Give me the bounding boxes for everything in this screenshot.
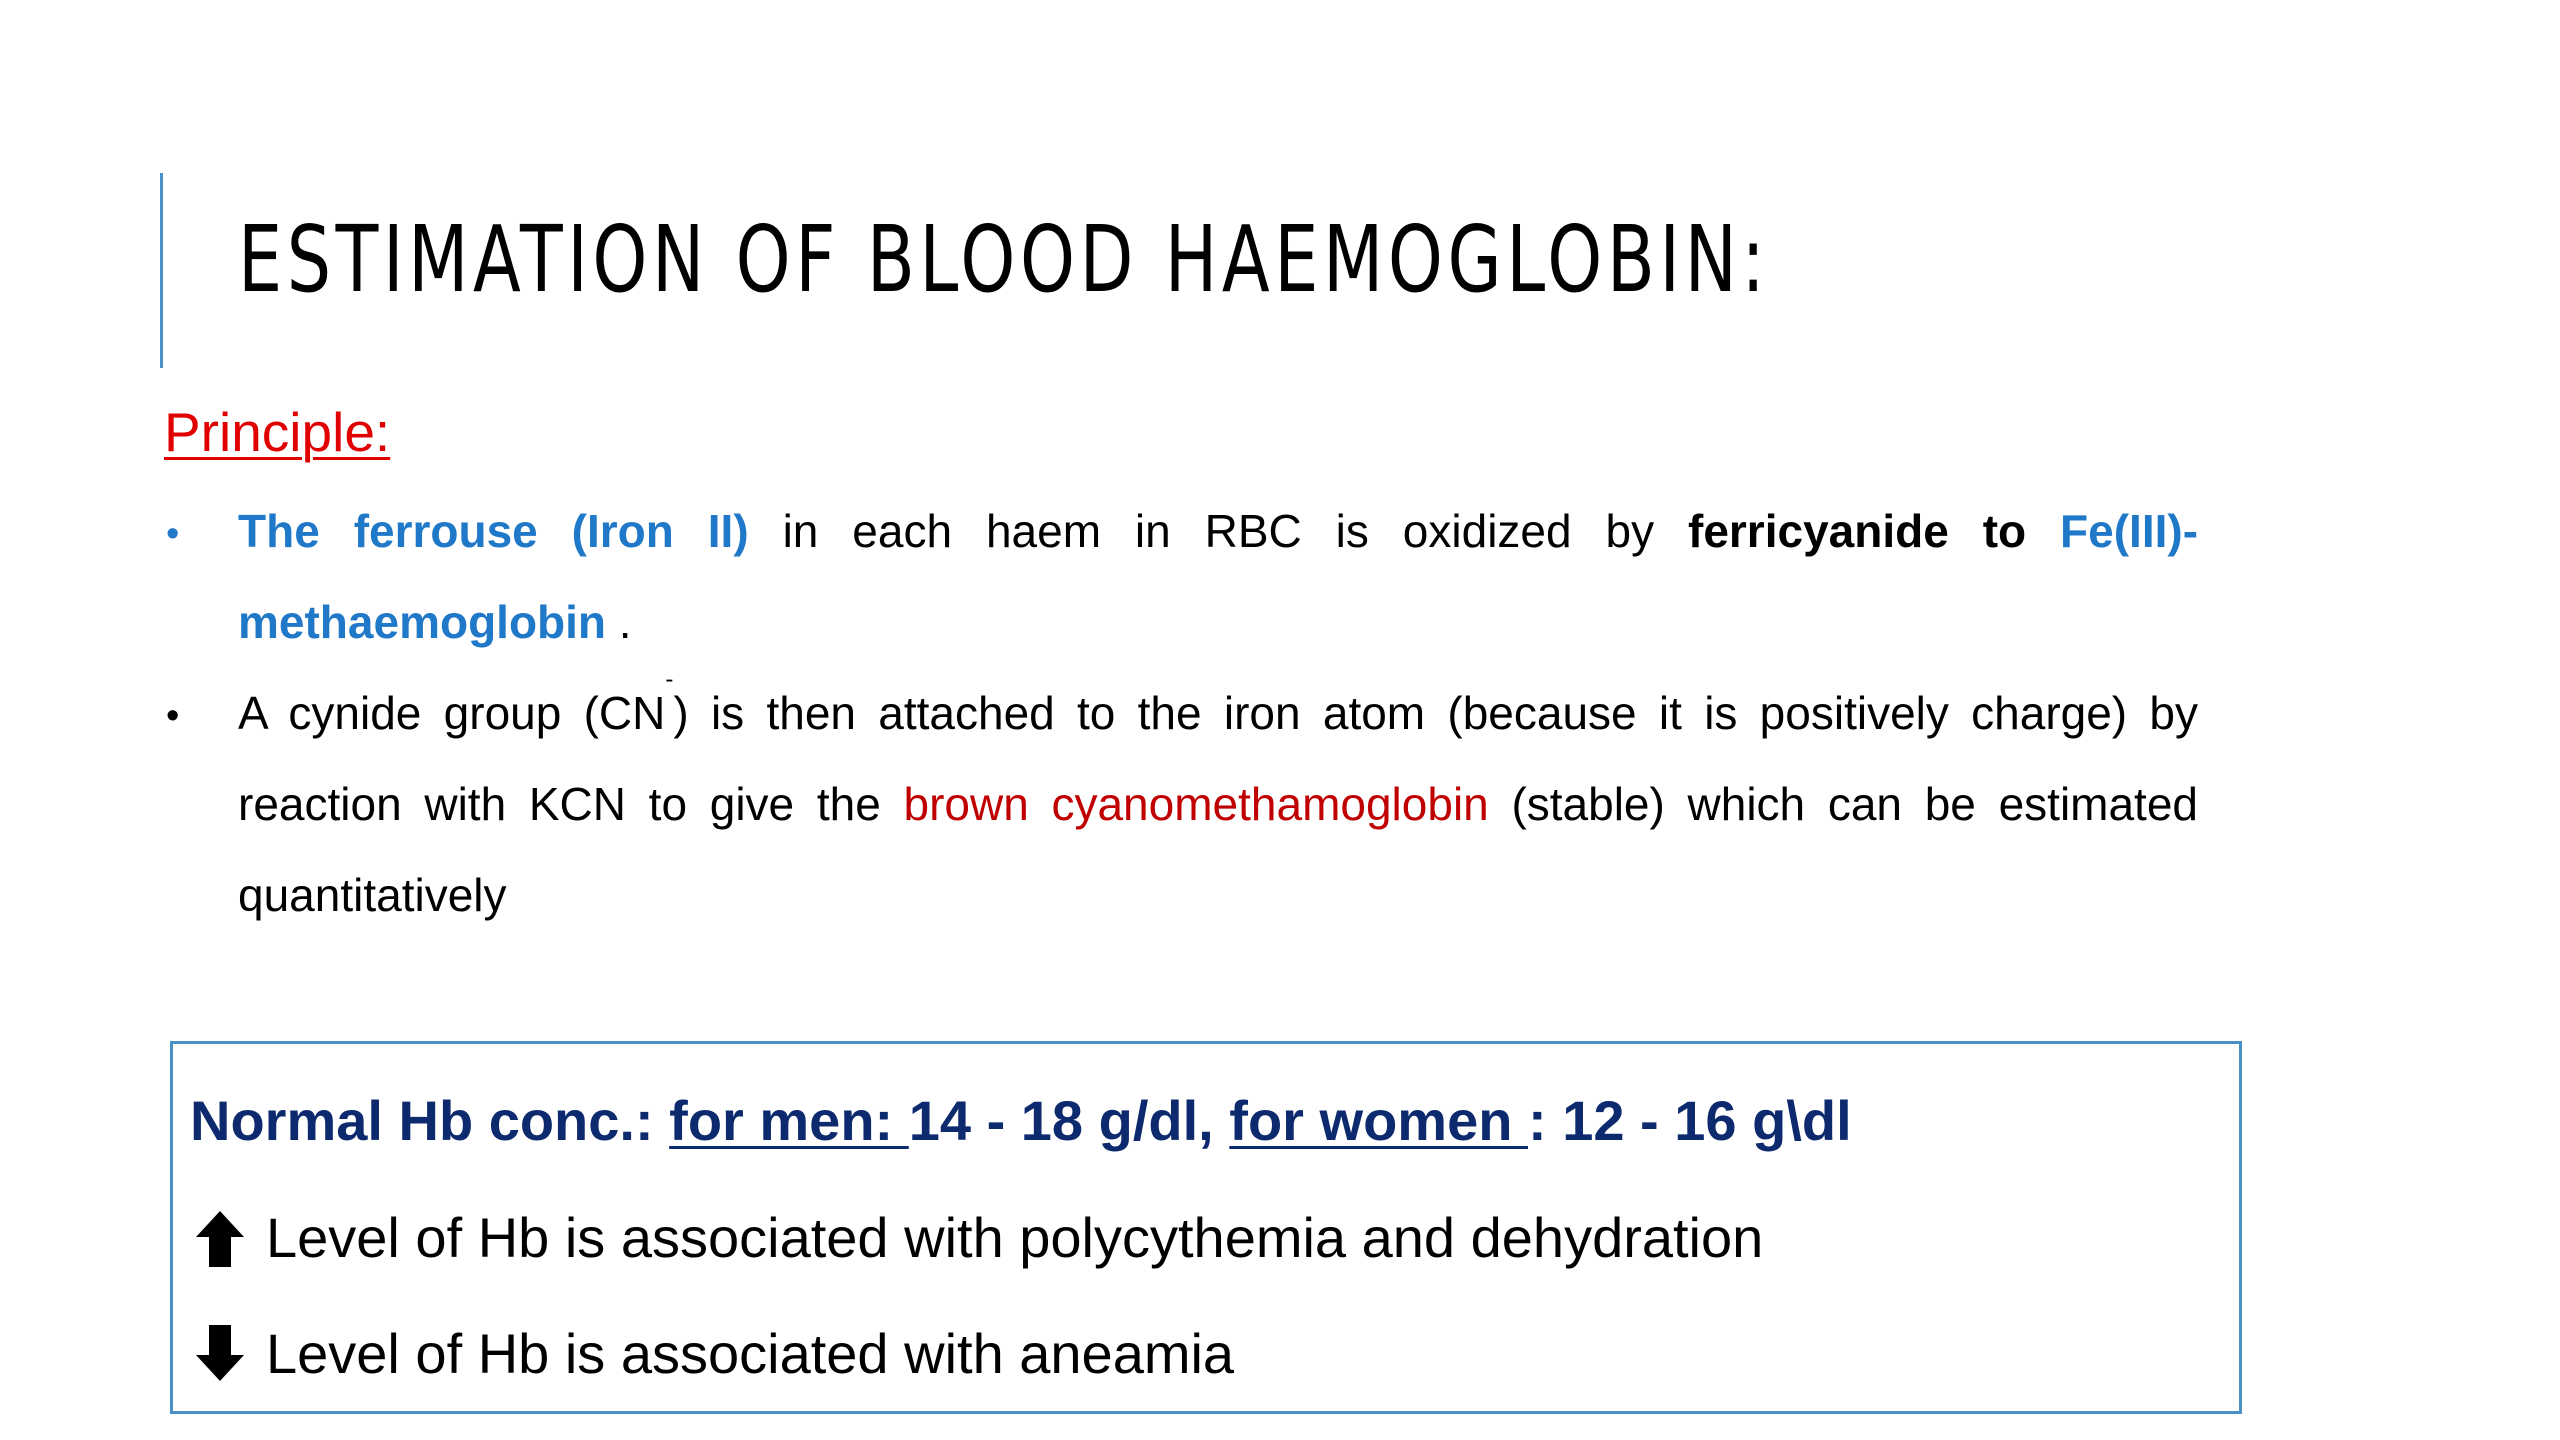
- oxidation-text: in each haem in RBC is oxidized by: [748, 505, 1688, 557]
- cyanomethamoglobin-term: brown cyanomethamoglobin: [903, 778, 1489, 830]
- women-label: for women: [1229, 1089, 1528, 1152]
- principle-heading: Principle:: [164, 401, 391, 463]
- low-level-text: Level of Hb is associated with aneamia: [266, 1322, 1235, 1385]
- slide-title: ESTIMATION OF BLOOD HAEMOGLOBIN:: [238, 206, 1770, 313]
- men-label: for men:: [669, 1089, 909, 1152]
- high-level-text: Level of Hb is associated with polycythemia and dehydration: [266, 1206, 1764, 1269]
- stable-text: (stable) which can be estimated quantitatively: [238, 778, 2199, 921]
- spacer-text: [2026, 505, 2060, 557]
- cyanide-text: A cynide group (CN: [238, 687, 666, 739]
- bullet-paragraph-cyanide: [238, 668, 2198, 941]
- bullet-marker: •: [166, 513, 180, 555]
- men-value: 14 - 18 g/dl,: [908, 1089, 1230, 1152]
- normal-label: Normal Hb conc.:: [190, 1089, 670, 1152]
- arrow-up-icon: [190, 1207, 250, 1269]
- reaction-text: ) is then attached to the iron atom (because it is positively charge) by reaction with KCN to give the: [238, 687, 2198, 830]
- ferricyanide-term: ferricyanide to: [1688, 505, 2027, 557]
- period-text: .: [606, 596, 632, 648]
- women-value: : 12 - 16 g\dl: [1527, 1089, 1852, 1152]
- bullet-paragraph-oxidation: [238, 486, 2198, 668]
- charge-superscript: -: [665, 666, 674, 693]
- ferrous-term: The ferrouse (Iron II): [238, 505, 749, 557]
- normal-hb-line: [190, 1088, 1852, 1153]
- high-level-line: [190, 1205, 1763, 1270]
- low-level-line: [190, 1321, 1234, 1386]
- title-accent-bar: [160, 173, 163, 368]
- methaemoglobin-term: Fe(III)-methaemoglobin: [238, 505, 2199, 648]
- arrow-down-icon: [190, 1323, 250, 1385]
- bullet-marker: •: [166, 695, 180, 737]
